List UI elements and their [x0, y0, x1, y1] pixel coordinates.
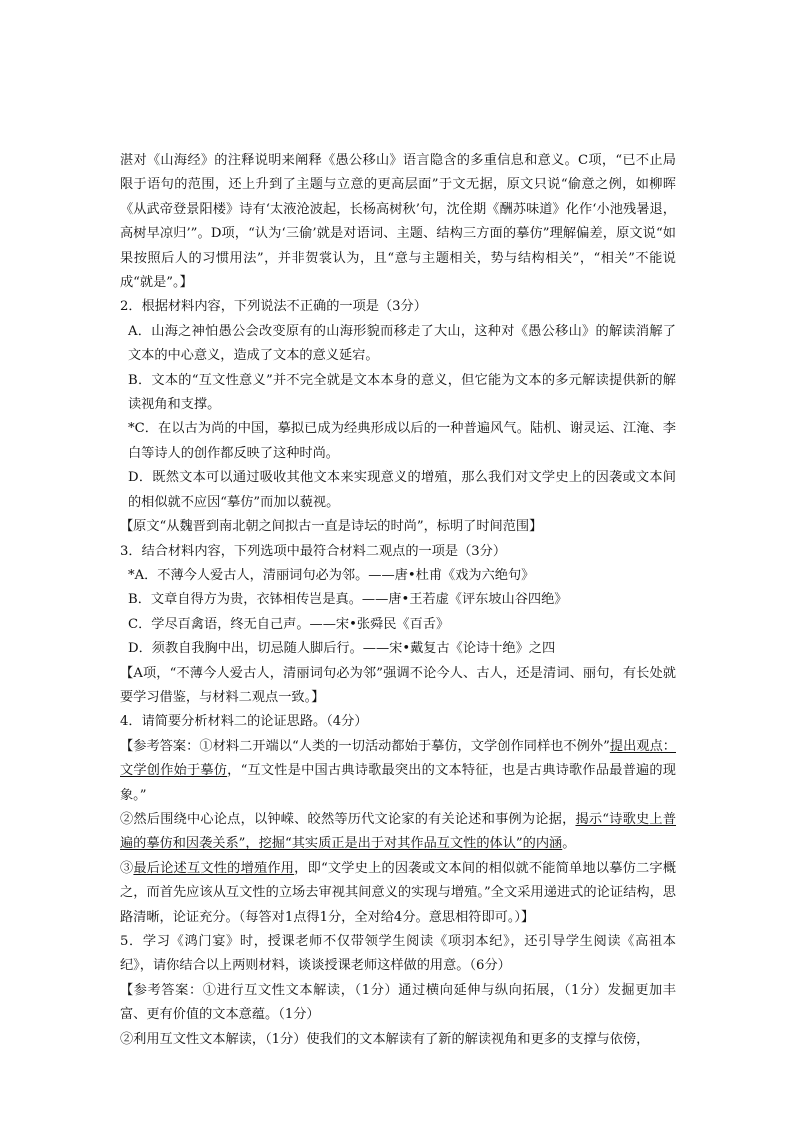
paragraph-q3d [120, 637, 676, 661]
text-segment: 【参考答案：①进行互文性文本解读，（1分）通过横向延伸与纵向拓展，（1分）发掘更加丰富、更有价值的文本意蕴。（1分） [120, 982, 676, 1023]
paragraph-q3c [120, 613, 676, 637]
paragraph-q5ans2 [120, 1028, 676, 1052]
text-segment: *C．在以古为尚的中国，摹拟已成为经典形成以后的一种普遍风气。陆机、谢灵运、江淹、李白等诗人的创作都反映了这种时尚。 [128, 421, 676, 461]
paragraph-q2a [120, 320, 676, 369]
text-segment: 。 [562, 836, 576, 852]
text-segment: 湛对《山海经》的注释说明来阐释《愚公移山》语言隐含的多重信息和意义。C项，“已不止局限于语句的范围，还上升到了主题与立意的更高层面”于文无据，原文只说“偷意之例，如柳晖《从武帝登景阳楼》诗有‘太液沧波起，长杨高树秋’句，沈佺期《酬苏味道》化作‘小池残暑退，高树早凉归’”。D项，“认为‘三偷’就是对语词、主题、结构三方面的摹仿”理解偏差，原文说“如果按照后人的习惯用法”，并非贺裳认为，且“意与主题相关，势与结构相关”，“相关”不能说成“就是”。】 [120, 153, 676, 291]
paragraph-q2d [120, 466, 676, 515]
paragraph-q2note [120, 515, 676, 539]
text-segment: ③ [120, 860, 134, 876]
underlined-text: 揭示“诗歌史上普遍的摹仿和因袭关系”，挖掘“其实质正是出于对其作品互文性的体认”的内涵 [120, 811, 677, 852]
text-segment: ②然后围绕中心论点，以钟嵘、皎然等历代文论家的有关论述和事例为论据， [120, 811, 576, 827]
text-segment: 4．请简要分析材料二的论证思路。（4分） [120, 714, 368, 730]
text-segment: 【A项，“不薄今人爱古人，清丽词句必为邻”强调不论今人、古人，还是清词、丽句，有长处就要学习借鉴，与材料二观点一致。】 [120, 665, 676, 705]
paragraph-q2b [120, 369, 676, 418]
paragraph-q4 [120, 710, 676, 734]
text-segment: 【参考答案：①材料二开端以“人类的一切活动都始于摹仿，文学创作同样也不例外” [120, 738, 610, 754]
paragraph-q3note [120, 662, 676, 711]
paragraph-q2c [120, 417, 676, 466]
text-segment: D．既然文本可以通过吸收其他文本来实现意义的增殖，那么我们对文学史上的因袭或文本间的相似就不应因“摹仿”而加以藐视。 [128, 470, 676, 510]
paragraph-q4ans2 [120, 808, 676, 857]
text-segment: 3．结合材料内容，下列选项中最符合材料二观点的一项是（3分） [120, 543, 507, 559]
paragraph-q2 [120, 295, 676, 319]
underlined-text: 最后论述互文性的增殖作用 [133, 860, 295, 876]
text-segment: C．学尽百禽语，终无自己声。——宋•张舜民《百舌》 [128, 616, 450, 632]
text-segment: D．须教自我胸中出，切忌随人脚后行。——宋•戴复古《论诗十绝》之四 [128, 641, 556, 657]
text-segment: ，即“文学史上的因袭或文本间的相似就不能简单地以摹仿二字概之，而首先应该从互文性的立场去审视其间意义的实现与增殖。”全文采用递进式的论证结构，思路清晰，论证充分。（每答对1点得1分，全对给4分。意思相符即可。）】 [120, 860, 677, 925]
text-segment: B．文本的“互文性意义”并不完全就是文本本身的意义，但它能为文本的多元解读提供新的解读视角和支撑。 [128, 372, 676, 413]
paragraph-q4ans3 [120, 857, 676, 930]
document-body [120, 149, 676, 1052]
paragraph-q5 [120, 930, 676, 979]
paragraph-q3 [120, 540, 676, 564]
paragraph-intro [120, 149, 676, 295]
paragraph-q5ans1 [120, 979, 676, 1028]
text-segment: 5．学习《鸿门宴》时，授课老师不仅带领学生阅读《项羽本纪》，还引导学生阅读《高祖本纪》，请你结合以上两则材料，谈谈授课老师这样做的用意。（6分） [120, 934, 676, 974]
paragraph-q4ans1 [120, 735, 676, 808]
text-segment: ②利用互文性文本解读，（1分）使我们的文本解读有了新的解读视角和更多的支撑与依傍， [120, 1031, 650, 1047]
text-segment: *A．不薄今人爱古人，清丽词句必为邻。——唐•杜甫《戏为六绝句》 [128, 567, 535, 583]
text-segment: A．山海之神怕愚公会改变原有的山海形貌而移走了大山，这种对《愚公移山》的解读消解了文本的中心意义，造成了文本的意义延宕。 [128, 323, 676, 364]
underlined-text: 提出观点：文学创作始于摹仿 [120, 738, 676, 779]
paragraph-q3b [120, 588, 676, 612]
text-segment: B．文章自得方为贵，衣钵相传岂是真。——唐•王若虚《评东坡山谷四绝》 [128, 592, 568, 608]
paragraph-q3a [120, 564, 676, 588]
text-segment: 2．根据材料内容，下列说法不正确的一项是（3分） [120, 299, 427, 315]
text-segment: 【原文“从魏晋到南北朝之间拟古一直是诗坛的时尚”，标明了时间范围】 [120, 519, 543, 535]
text-segment: ，“互文性是中国古典诗歌最突出的文本特征，也是古典诗歌作品最普遍的现象。” [120, 763, 676, 803]
